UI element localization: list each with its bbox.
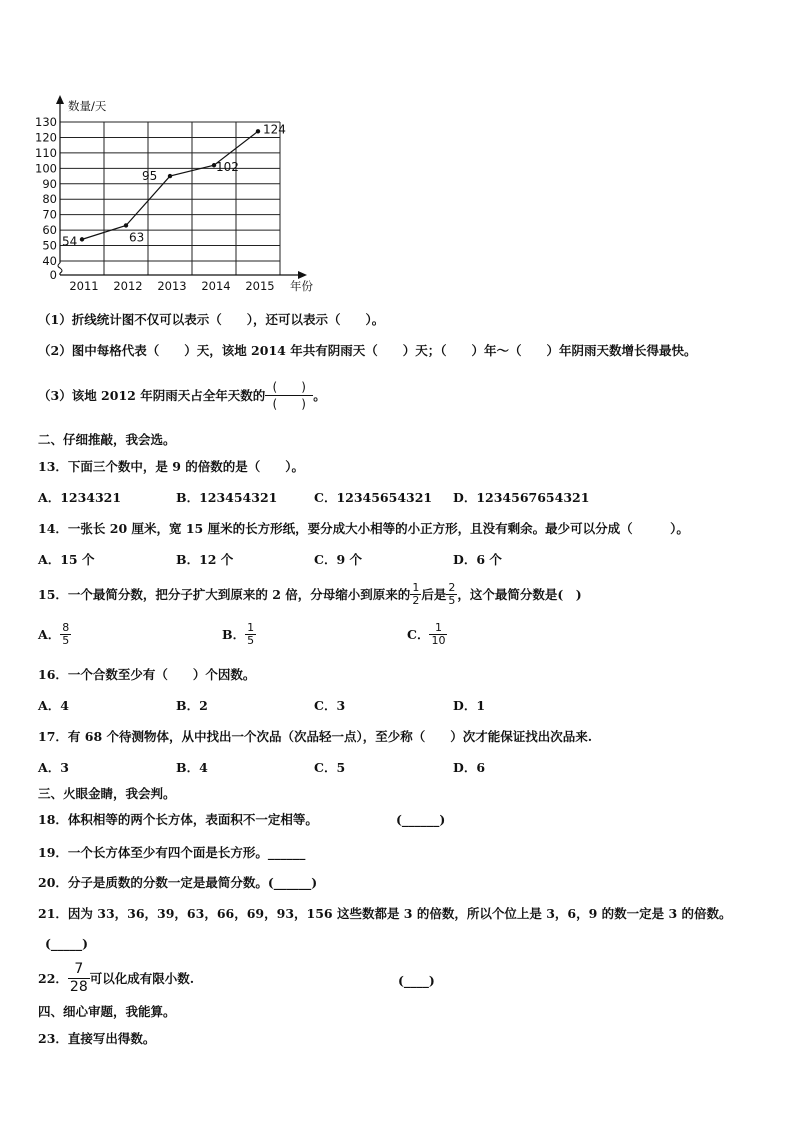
series-line — [82, 131, 258, 239]
fraction-denominator: 5 — [62, 634, 70, 647]
data-label: 95 — [142, 169, 158, 184]
data-point — [168, 174, 172, 178]
y-tick-label: 40 — [42, 254, 57, 268]
question-22-text: 可以化成有限小数. — [89, 970, 195, 986]
question-15-text-3: ，这个最简分数是( ) — [457, 586, 582, 602]
data-point — [80, 237, 84, 241]
line-chart-svg — [30, 92, 313, 298]
y-tick-label: 60 — [42, 223, 57, 238]
y-tick-label: 90 — [42, 176, 57, 191]
y-tick-label: 120 — [35, 130, 57, 145]
x-tick-label: 2015 — [245, 279, 275, 293]
q16-option-b[interactable]: B．2 — [176, 698, 208, 713]
fraction-numerator-blank: ( ) — [265, 379, 313, 396]
data-label: 124 — [263, 122, 286, 137]
question-chart-1: （1）折线统计图不仅可以表示（ ），还可以表示（ ）。 — [38, 312, 385, 327]
answer-blank-fraction[interactable] — [265, 379, 313, 412]
q16-option-a[interactable]: A．4 — [38, 698, 69, 713]
y-tick-label: 50 — [42, 238, 57, 253]
q13-option-d[interactable]: D．1234567654321 — [453, 490, 590, 505]
q17-option-d[interactable]: D．6 — [453, 760, 486, 775]
fraction-denominator: 28 — [69, 979, 88, 995]
q15-option-c[interactable] — [407, 622, 447, 647]
data-label: 54 — [62, 234, 78, 249]
question-16: 16．一个合数至少有（ ）个因数。 — [38, 667, 256, 682]
option-fraction — [60, 622, 71, 647]
option-label: B． — [222, 626, 246, 642]
section-4-title: 四、细心审题，我能算。 — [38, 1004, 176, 1019]
y-tick-label: 0 — [49, 268, 57, 282]
fraction-denominator-blank: ( ) — [272, 397, 306, 411]
data-label: 63 — [129, 230, 145, 245]
question-chart-2: （2）图中每格代表（ ）天，该地 2014 年共有阴雨天（ ）天；（ ）年～（ ）年阴雨天数增长得最快。 — [38, 343, 697, 358]
q14-option-d[interactable]: D．6 个 — [453, 552, 502, 567]
question-15-text-2: 后是 — [421, 586, 447, 602]
fraction-denominator: 2 — [412, 594, 420, 607]
question-15 — [38, 582, 582, 607]
option-label: A． — [38, 626, 61, 642]
data-label: 102 — [216, 160, 239, 175]
fraction-one-half — [410, 582, 421, 607]
y-tick-label: 110 — [35, 145, 57, 160]
question-19: 19．一个长方体至少有四个面是长方形。______ — [38, 845, 306, 860]
section-2-title: 二、仔细推敲，我会选。 — [38, 432, 176, 447]
fraction-seven-twentyeighths — [68, 961, 90, 996]
line-chart — [30, 92, 313, 298]
x-axis-label: 年份 — [290, 279, 313, 293]
fraction-numerator: 1 — [429, 622, 447, 635]
x-tick-label: 2013 — [157, 279, 187, 293]
q22-answer-blank[interactable]: (____) — [398, 973, 435, 988]
q15-option-b[interactable] — [222, 622, 256, 647]
q17-option-a[interactable]: A．3 — [38, 760, 69, 775]
fraction-denominator: 5 — [448, 594, 456, 607]
fraction-numerator: 2 — [448, 581, 456, 594]
q16-option-d[interactable]: D．1 — [453, 698, 486, 713]
q17-option-c[interactable]: C．5 — [314, 760, 346, 775]
y-axis-arrow — [56, 95, 64, 104]
fraction-denominator: 10 — [431, 634, 446, 647]
y-tick-label: 130 — [35, 115, 57, 129]
fraction-two-fifths — [446, 582, 457, 607]
fraction-denominator: 5 — [247, 634, 255, 647]
question-22 — [38, 961, 194, 996]
question-chart-3-suffix: 。 — [313, 387, 326, 403]
q13-option-b[interactable]: B．123454321 — [176, 490, 278, 505]
x-tick-label: 2012 — [113, 279, 143, 293]
question-15-text-1: 15．一个最简分数，把分子扩大到原来的 2 倍，分母缩小到原来的 — [38, 586, 411, 602]
q18-answer-blank[interactable]: (______) — [396, 812, 446, 827]
question-13: 13．下面三个数中，是 9 的倍数的是（ ）。 — [38, 459, 305, 474]
q16-option-c[interactable]: C．3 — [314, 698, 346, 713]
q13-option-c[interactable]: C．12345654321 — [314, 490, 433, 505]
question-17: 17．有 68 个待测物体，从中找出一个次品（次品轻一点），至少称（ ）次才能保证找出次品来. — [38, 729, 593, 744]
x-tick-label: 2011 — [69, 279, 99, 293]
question-23: 23．直接写出得数。 — [38, 1031, 156, 1046]
x-tick-label: 2014 — [201, 279, 231, 293]
q14-option-a[interactable]: A．15 个 — [38, 552, 95, 567]
y-tick-label: 80 — [42, 192, 57, 207]
fraction-numerator: 8 — [62, 621, 70, 634]
question-chart-3-prefix: （3）该地 2012 年阴雨天占全年天数的 — [38, 387, 266, 403]
q14-option-c[interactable]: C．9 个 — [314, 552, 362, 567]
question-14: 14．一张长 20 厘米，宽 15 厘米的长方形纸，要分成大小相等的小正方形，且没有剩余。最少可以分成（ ）。 — [38, 521, 689, 536]
option-fraction — [429, 622, 447, 647]
section-3-title: 三、火眼金睛，我会判。 — [38, 786, 176, 801]
data-point — [256, 129, 260, 133]
q21-answer-blank[interactable]: (_____) — [45, 936, 89, 951]
q14-option-b[interactable]: B．12 个 — [176, 552, 234, 567]
option-label: C． — [407, 626, 430, 642]
q15-option-a[interactable] — [38, 622, 71, 647]
data-point — [124, 223, 128, 227]
q17-option-b[interactable]: B．4 — [176, 760, 208, 775]
fraction-numerator: 1 — [412, 581, 420, 594]
question-chart-3 — [38, 379, 326, 412]
x-axis-arrow — [298, 271, 307, 279]
fraction-numerator: 1 — [247, 621, 255, 634]
option-fraction — [245, 622, 256, 647]
question-21: 21．因为 33，36，39，63，66，69，93，156 这些数都是 3 的倍数，所以个位上是 3，6，9 的数一定是 3 的倍数。 — [38, 906, 732, 921]
y-axis-label: 数量/天 — [68, 99, 107, 113]
question-18: 18．体积相等的两个长方体，表面积不一定相等。 — [38, 812, 318, 827]
q13-option-a[interactable]: A．1234321 — [38, 490, 122, 505]
y-tick-label: 100 — [35, 161, 57, 176]
fraction-numerator: 7 — [68, 961, 90, 979]
question-20: 20．分子是质数的分数一定是最简分数。(______) — [38, 875, 318, 890]
y-tick-label: 70 — [42, 207, 57, 222]
question-22-number: 22． — [38, 970, 68, 986]
